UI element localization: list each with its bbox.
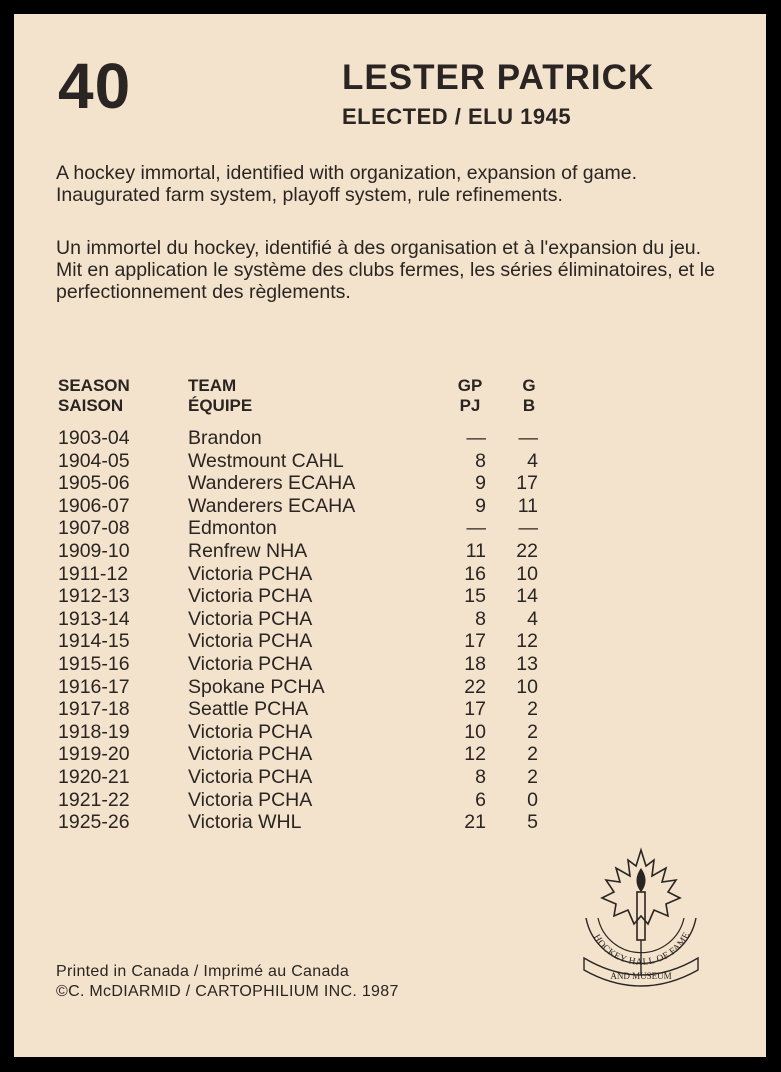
g-cell: 5 bbox=[527, 811, 538, 834]
torch-flame-icon bbox=[636, 868, 645, 892]
table-row bbox=[58, 789, 558, 812]
g-cell: 2 bbox=[527, 765, 538, 788]
header-g-fr: B bbox=[522, 396, 536, 415]
header-gp-en: GP bbox=[457, 376, 483, 395]
gp-cell: 17 bbox=[464, 630, 486, 653]
gp-cell: 15 bbox=[464, 585, 486, 608]
header-gp bbox=[454, 376, 486, 416]
player-name: LESTER PATRICK bbox=[342, 58, 655, 97]
team-cell: Victoria PCHA bbox=[188, 765, 313, 788]
header-gp-fr: PJ bbox=[459, 396, 481, 415]
bio-french: Un immortel du hockey, identifié à des organisation et à l'expansion du jeu. Mit en application le système des clubs fermes, les séries éliminatoires, et le perfectionnement des règlements. bbox=[56, 237, 715, 303]
table-row bbox=[58, 608, 558, 631]
team-cell: Victoria PCHA bbox=[188, 562, 313, 585]
team-cell: Wanderers ECAHA bbox=[188, 472, 356, 495]
table-row bbox=[58, 450, 558, 473]
card-back bbox=[14, 14, 766, 1057]
gp-cell: 9 bbox=[475, 494, 486, 517]
table-row bbox=[58, 743, 558, 766]
g-cell: 12 bbox=[516, 630, 538, 653]
logo-banner-text: AND MUSEUM bbox=[610, 971, 672, 981]
table-row bbox=[58, 676, 558, 699]
season-cell: 1915-16 bbox=[58, 652, 130, 675]
team-cell: Spokane PCHA bbox=[188, 675, 325, 698]
header-team-en: TEAM bbox=[188, 376, 237, 395]
season-cell: 1906-07 bbox=[58, 494, 130, 517]
season-cell: 1909-10 bbox=[58, 539, 130, 562]
season-cell: 1903-04 bbox=[58, 427, 130, 449]
g-cell: 13 bbox=[516, 652, 538, 675]
team-cell: Brandon bbox=[188, 427, 262, 449]
season-cell: 1911-12 bbox=[58, 562, 129, 585]
season-cell: 1916-17 bbox=[58, 675, 130, 698]
hockey-hall-of-fame-logo bbox=[576, 846, 706, 996]
gp-cell: 22 bbox=[464, 675, 486, 698]
g-cell: 4 bbox=[527, 607, 538, 630]
footer bbox=[56, 962, 399, 1002]
season-cell: 1925-26 bbox=[58, 811, 130, 834]
bio-english: A hockey immortal, identified with organization, expansion of game. Inaugurated farm system, playoff system, rule refinements. bbox=[56, 162, 637, 206]
g-cell: 2 bbox=[527, 720, 538, 743]
header-season bbox=[58, 376, 130, 416]
team-cell: Victoria PCHA bbox=[188, 743, 313, 766]
table-row bbox=[58, 811, 558, 834]
gp-cell: 9 bbox=[475, 472, 486, 495]
g-cell: — bbox=[518, 517, 538, 540]
table-row bbox=[58, 698, 558, 721]
g-cell: 14 bbox=[516, 585, 538, 608]
gp-cell: 21 bbox=[464, 811, 486, 834]
header-g-en: G bbox=[522, 376, 536, 395]
g-cell: 0 bbox=[527, 788, 538, 811]
gp-cell: 11 bbox=[465, 539, 486, 562]
g-cell: 2 bbox=[527, 743, 538, 766]
table-row bbox=[58, 653, 558, 676]
g-cell: 22 bbox=[516, 539, 538, 562]
table-row bbox=[58, 495, 558, 518]
printed-in-canada: Printed in Canada / Imprimé au Canada bbox=[56, 963, 350, 980]
season-cell: 1914-15 bbox=[58, 630, 130, 653]
g-cell: 10 bbox=[516, 675, 538, 698]
header-g bbox=[518, 376, 540, 416]
season-cell: 1912-13 bbox=[58, 585, 130, 608]
season-cell: 1921-22 bbox=[58, 788, 130, 811]
gp-cell: 12 bbox=[464, 743, 486, 766]
gp-cell: — bbox=[466, 517, 486, 540]
team-cell: Renfrew NHA bbox=[188, 539, 308, 562]
header-season-fr: SAISON bbox=[58, 396, 124, 415]
gp-cell: 17 bbox=[464, 698, 486, 721]
team-cell: Victoria WHL bbox=[188, 811, 302, 834]
header-team bbox=[188, 376, 252, 416]
season-cell: 1920-21 bbox=[58, 765, 130, 788]
table-row bbox=[58, 766, 558, 789]
team-cell: Victoria PCHA bbox=[188, 607, 313, 630]
season-cell: 1907-08 bbox=[58, 517, 130, 540]
table-row bbox=[58, 585, 558, 608]
table-row bbox=[58, 630, 558, 653]
table-row bbox=[58, 721, 558, 744]
team-cell: Victoria PCHA bbox=[188, 585, 313, 608]
season-cell: 1905-06 bbox=[58, 472, 130, 495]
g-cell: — bbox=[518, 427, 538, 449]
table-row bbox=[58, 540, 558, 563]
team-cell: Victoria PCHA bbox=[188, 652, 313, 675]
career-stats-table bbox=[58, 427, 558, 834]
logo-arc-text: HOCKEY HALL OF FAME bbox=[590, 930, 693, 968]
season-cell: 1913-14 bbox=[58, 607, 130, 630]
elected-year: ELECTED / ELU 1945 bbox=[342, 104, 572, 129]
season-cell: 1918-19 bbox=[58, 720, 130, 743]
season-cell: 1919-20 bbox=[58, 743, 130, 766]
team-cell: Westmount CAHL bbox=[188, 449, 344, 472]
team-cell: Victoria PCHA bbox=[188, 788, 313, 811]
table-row bbox=[58, 427, 558, 450]
g-cell: 10 bbox=[516, 562, 538, 585]
g-cell: 17 bbox=[516, 472, 538, 495]
table-row bbox=[58, 517, 558, 540]
team-cell: Victoria PCHA bbox=[188, 630, 313, 653]
season-cell: 1904-05 bbox=[58, 449, 130, 472]
gp-cell: 10 bbox=[464, 720, 486, 743]
header-team-fr: ÉQUIPE bbox=[188, 396, 253, 415]
g-cell: 11 bbox=[517, 494, 538, 517]
gp-cell: 6 bbox=[475, 788, 486, 811]
g-cell: 4 bbox=[527, 449, 538, 472]
card-number: 40 bbox=[58, 50, 132, 122]
team-cell: Wanderers ECAHA bbox=[188, 494, 356, 517]
gp-cell: 8 bbox=[475, 449, 486, 472]
copyright: ©C. McDIARMID / CARTOPHILIUM INC. 1987 bbox=[56, 983, 399, 1000]
table-row bbox=[58, 472, 558, 495]
table-row bbox=[58, 563, 558, 586]
gp-cell: 8 bbox=[475, 765, 486, 788]
gp-cell: 8 bbox=[475, 607, 486, 630]
team-cell: Victoria PCHA bbox=[188, 720, 313, 743]
gp-cell: 18 bbox=[464, 652, 486, 675]
gp-cell: — bbox=[466, 427, 486, 449]
team-cell: Edmonton bbox=[188, 517, 277, 540]
header-season-en: SEASON bbox=[58, 376, 130, 395]
team-cell: Seattle PCHA bbox=[188, 698, 309, 721]
gp-cell: 16 bbox=[464, 562, 486, 585]
season-cell: 1917-18 bbox=[58, 698, 130, 721]
g-cell: 2 bbox=[527, 698, 538, 721]
